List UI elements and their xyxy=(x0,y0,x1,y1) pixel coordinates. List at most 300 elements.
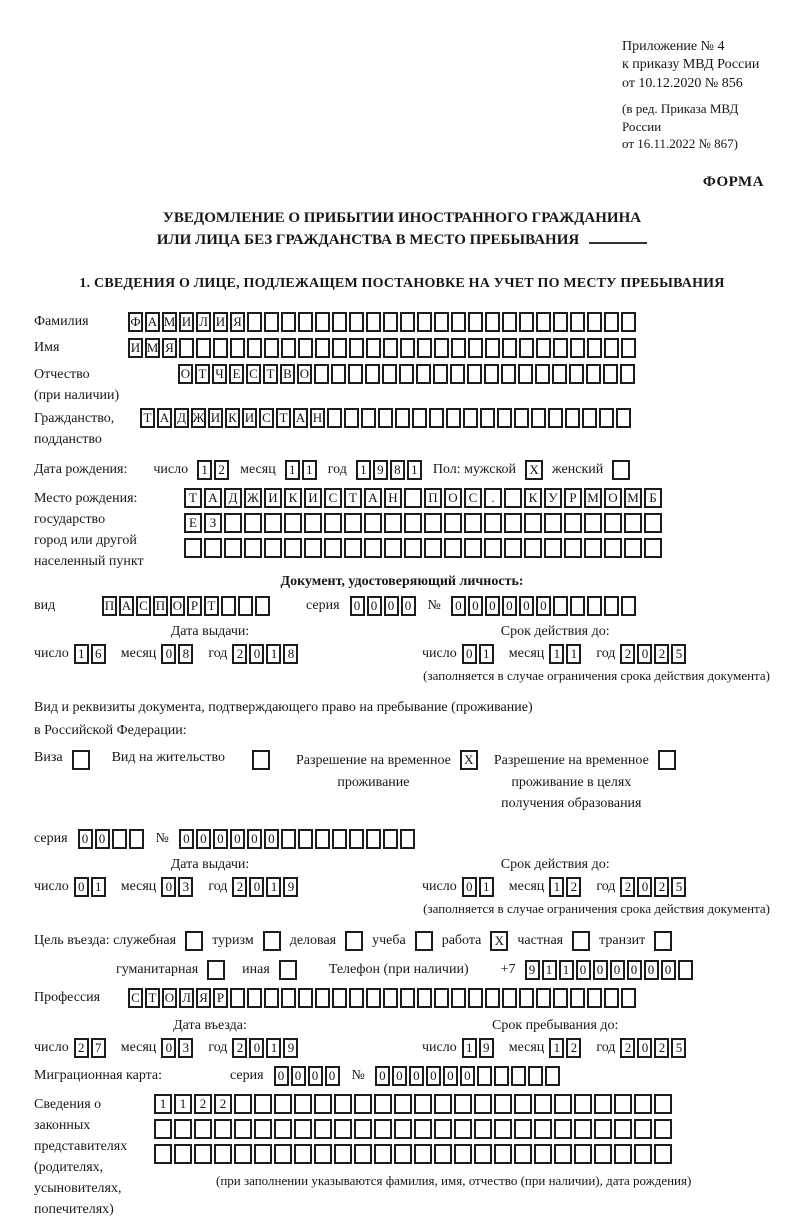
char-cell[interactable] xyxy=(544,513,562,533)
char-cell[interactable] xyxy=(446,408,461,428)
char-cell[interactable]: А xyxy=(364,488,382,508)
char-cell[interactable]: А xyxy=(145,312,160,332)
char-cell[interactable] xyxy=(424,538,442,558)
char-cell[interactable]: Ж xyxy=(244,488,262,508)
char-cell[interactable] xyxy=(324,513,342,533)
char-cell[interactable] xyxy=(604,538,622,558)
char-cell[interactable]: 0 xyxy=(409,1066,424,1086)
char-cell[interactable] xyxy=(417,338,432,358)
char-cell[interactable] xyxy=(400,338,415,358)
char-cell[interactable] xyxy=(324,538,342,558)
char-cell[interactable]: Т xyxy=(140,408,155,428)
char-cell[interactable] xyxy=(247,988,262,1008)
char-cell[interactable] xyxy=(394,1144,412,1164)
char-cell[interactable] xyxy=(587,312,602,332)
char-cell[interactable]: Я xyxy=(162,338,177,358)
char-cell[interactable]: 7 xyxy=(91,1038,106,1058)
char-cell[interactable]: 3 xyxy=(178,877,193,897)
char-cell[interactable]: Д xyxy=(174,408,189,428)
char-cell[interactable] xyxy=(400,312,415,332)
char-cell[interactable] xyxy=(315,312,330,332)
char-cell[interactable]: 1 xyxy=(566,644,581,664)
char-cell[interactable] xyxy=(564,513,582,533)
char-cell[interactable] xyxy=(474,1094,492,1114)
char-cell[interactable] xyxy=(298,829,313,849)
char-cell[interactable] xyxy=(365,364,380,384)
char-cell[interactable] xyxy=(603,364,618,384)
char-cell[interactable] xyxy=(383,988,398,1008)
char-cell[interactable] xyxy=(383,338,398,358)
char-cell[interactable]: 0 xyxy=(230,829,245,849)
char-cell[interactable]: 1 xyxy=(174,1094,192,1114)
purpose-humanitarian-checkbox[interactable] xyxy=(207,960,225,980)
char-cell[interactable]: 0 xyxy=(610,960,625,980)
char-cell[interactable] xyxy=(174,1119,192,1139)
char-cell[interactable] xyxy=(514,1144,532,1164)
char-cell[interactable]: 0 xyxy=(502,596,517,616)
char-cell[interactable] xyxy=(383,312,398,332)
char-cell[interactable] xyxy=(534,1094,552,1114)
char-cell[interactable] xyxy=(294,1094,312,1114)
char-cell[interactable] xyxy=(274,1119,292,1139)
char-cell[interactable]: 1 xyxy=(559,960,574,980)
char-cell[interactable] xyxy=(332,312,347,332)
char-cell[interactable] xyxy=(621,596,636,616)
char-cell[interactable] xyxy=(334,1119,352,1139)
char-cell[interactable] xyxy=(327,408,342,428)
char-cell[interactable] xyxy=(644,538,662,558)
visa-checkbox[interactable] xyxy=(72,750,90,770)
char-cell[interactable] xyxy=(434,988,449,1008)
char-cell[interactable] xyxy=(565,408,580,428)
char-cell[interactable] xyxy=(504,488,522,508)
char-cell[interactable] xyxy=(414,1094,432,1114)
char-cell[interactable]: Е xyxy=(229,364,244,384)
char-cell[interactable]: 1 xyxy=(549,1038,564,1058)
char-cell[interactable] xyxy=(451,988,466,1008)
char-cell[interactable] xyxy=(468,988,483,1008)
char-cell[interactable] xyxy=(654,1094,672,1114)
char-cell[interactable] xyxy=(399,364,414,384)
char-cell[interactable]: 0 xyxy=(264,829,279,849)
char-cell[interactable] xyxy=(224,538,242,558)
char-cell[interactable]: 0 xyxy=(308,1066,323,1086)
char-cell[interactable] xyxy=(484,538,502,558)
char-cell[interactable] xyxy=(414,1144,432,1164)
char-cell[interactable]: Т xyxy=(184,488,202,508)
char-cell[interactable] xyxy=(450,364,465,384)
char-cell[interactable] xyxy=(264,312,279,332)
char-cell[interactable] xyxy=(545,1066,560,1086)
char-cell[interactable] xyxy=(624,538,642,558)
purpose-transit-checkbox[interactable] xyxy=(654,931,672,951)
char-cell[interactable]: Н xyxy=(384,488,402,508)
char-cell[interactable] xyxy=(264,988,279,1008)
char-cell[interactable] xyxy=(332,988,347,1008)
char-cell[interactable] xyxy=(234,1144,252,1164)
char-cell[interactable] xyxy=(334,1144,352,1164)
char-cell[interactable] xyxy=(494,1094,512,1114)
char-cell[interactable] xyxy=(112,829,127,849)
char-cell[interactable]: 0 xyxy=(247,829,262,849)
char-cell[interactable] xyxy=(174,1144,192,1164)
char-cell[interactable] xyxy=(511,1066,526,1086)
char-cell[interactable]: 8 xyxy=(390,460,405,480)
char-cell[interactable]: 9 xyxy=(373,460,388,480)
char-cell[interactable]: 2 xyxy=(654,1038,669,1058)
char-cell[interactable] xyxy=(304,538,322,558)
char-cell[interactable] xyxy=(467,364,482,384)
purpose-study-checkbox[interactable] xyxy=(415,931,433,951)
char-cell[interactable] xyxy=(524,538,542,558)
char-cell[interactable]: 0 xyxy=(485,596,500,616)
char-cell[interactable]: У xyxy=(544,488,562,508)
char-cell[interactable]: 2 xyxy=(566,877,581,897)
char-cell[interactable]: 1 xyxy=(91,877,106,897)
char-cell[interactable]: 0 xyxy=(95,829,110,849)
char-cell[interactable]: 1 xyxy=(197,460,212,480)
char-cell[interactable] xyxy=(494,1119,512,1139)
char-cell[interactable]: 8 xyxy=(178,644,193,664)
char-cell[interactable] xyxy=(474,1144,492,1164)
char-cell[interactable] xyxy=(524,513,542,533)
char-cell[interactable] xyxy=(400,829,415,849)
char-cell[interactable]: 0 xyxy=(249,644,264,664)
char-cell[interactable] xyxy=(214,1119,232,1139)
char-cell[interactable]: А xyxy=(204,488,222,508)
char-cell[interactable] xyxy=(374,1144,392,1164)
char-cell[interactable]: 3 xyxy=(178,1038,193,1058)
char-cell[interactable] xyxy=(284,513,302,533)
char-cell[interactable]: 0 xyxy=(375,1066,390,1086)
char-cell[interactable] xyxy=(604,338,619,358)
char-cell[interactable]: 2 xyxy=(620,1038,635,1058)
char-cell[interactable]: 0 xyxy=(637,1038,652,1058)
char-cell[interactable] xyxy=(536,338,551,358)
char-cell[interactable]: И xyxy=(242,408,257,428)
char-cell[interactable] xyxy=(564,538,582,558)
char-cell[interactable] xyxy=(404,513,422,533)
char-cell[interactable] xyxy=(620,364,635,384)
char-cell[interactable] xyxy=(463,408,478,428)
char-cell[interactable] xyxy=(454,1144,472,1164)
char-cell[interactable]: С xyxy=(136,596,151,616)
char-cell[interactable] xyxy=(434,1094,452,1114)
char-cell[interactable] xyxy=(224,513,242,533)
char-cell[interactable] xyxy=(254,1119,272,1139)
char-cell[interactable] xyxy=(444,538,462,558)
char-cell[interactable] xyxy=(587,596,602,616)
char-cell[interactable] xyxy=(194,1119,212,1139)
char-cell[interactable]: 0 xyxy=(644,960,659,980)
char-cell[interactable] xyxy=(654,1119,672,1139)
char-cell[interactable] xyxy=(349,988,364,1008)
char-cell[interactable] xyxy=(621,312,636,332)
char-cell[interactable] xyxy=(284,538,302,558)
char-cell[interactable]: 1 xyxy=(285,460,300,480)
char-cell[interactable]: О xyxy=(162,988,177,1008)
char-cell[interactable] xyxy=(518,364,533,384)
char-cell[interactable] xyxy=(298,312,313,332)
char-cell[interactable]: 0 xyxy=(367,596,382,616)
char-cell[interactable] xyxy=(384,538,402,558)
char-cell[interactable] xyxy=(395,408,410,428)
char-cell[interactable]: 0 xyxy=(536,596,551,616)
char-cell[interactable] xyxy=(604,988,619,1008)
char-cell[interactable] xyxy=(294,1144,312,1164)
char-cell[interactable]: Д xyxy=(224,488,242,508)
char-cell[interactable]: 0 xyxy=(462,877,477,897)
char-cell[interactable] xyxy=(474,1119,492,1139)
char-cell[interactable]: 0 xyxy=(384,596,399,616)
char-cell[interactable] xyxy=(154,1119,172,1139)
char-cell[interactable] xyxy=(304,513,322,533)
char-cell[interactable] xyxy=(364,538,382,558)
char-cell[interactable]: Ж xyxy=(191,408,206,428)
char-cell[interactable] xyxy=(315,988,330,1008)
char-cell[interactable] xyxy=(354,1119,372,1139)
char-cell[interactable]: 0 xyxy=(161,644,176,664)
char-cell[interactable]: 1 xyxy=(549,877,564,897)
char-cell[interactable] xyxy=(621,988,636,1008)
char-cell[interactable] xyxy=(434,338,449,358)
char-cell[interactable]: 0 xyxy=(196,829,211,849)
char-cell[interactable] xyxy=(678,960,693,980)
char-cell[interactable] xyxy=(477,1066,492,1086)
char-cell[interactable] xyxy=(485,988,500,1008)
char-cell[interactable]: 1 xyxy=(154,1094,172,1114)
char-cell[interactable]: Т xyxy=(344,488,362,508)
char-cell[interactable] xyxy=(514,408,529,428)
char-cell[interactable]: А xyxy=(157,408,172,428)
char-cell[interactable] xyxy=(614,1144,632,1164)
sex-female-checkbox[interactable] xyxy=(612,460,630,480)
char-cell[interactable] xyxy=(234,1119,252,1139)
char-cell[interactable]: П xyxy=(153,596,168,616)
char-cell[interactable] xyxy=(468,312,483,332)
char-cell[interactable]: 1 xyxy=(462,1038,477,1058)
char-cell[interactable] xyxy=(464,513,482,533)
char-cell[interactable] xyxy=(238,596,253,616)
char-cell[interactable] xyxy=(554,1094,572,1114)
char-cell[interactable] xyxy=(244,538,262,558)
char-cell[interactable] xyxy=(586,364,601,384)
char-cell[interactable] xyxy=(416,364,431,384)
char-cell[interactable] xyxy=(230,338,245,358)
char-cell[interactable] xyxy=(214,1144,232,1164)
char-cell[interactable] xyxy=(570,312,585,332)
char-cell[interactable]: П xyxy=(102,596,117,616)
char-cell[interactable] xyxy=(281,988,296,1008)
char-cell[interactable]: 2 xyxy=(232,644,247,664)
char-cell[interactable]: 1 xyxy=(542,960,557,980)
char-cell[interactable]: 0 xyxy=(78,829,93,849)
char-cell[interactable] xyxy=(604,312,619,332)
char-cell[interactable] xyxy=(604,596,619,616)
char-cell[interactable]: Ч xyxy=(212,364,227,384)
char-cell[interactable] xyxy=(255,596,270,616)
purpose-private-checkbox[interactable] xyxy=(572,931,590,951)
purpose-business-checkbox[interactable] xyxy=(345,931,363,951)
char-cell[interactable] xyxy=(584,513,602,533)
char-cell[interactable]: 0 xyxy=(661,960,676,980)
char-cell[interactable]: 0 xyxy=(392,1066,407,1086)
char-cell[interactable]: 0 xyxy=(637,877,652,897)
char-cell[interactable]: 2 xyxy=(232,877,247,897)
char-cell[interactable] xyxy=(384,513,402,533)
char-cell[interactable]: 0 xyxy=(325,1066,340,1086)
char-cell[interactable] xyxy=(554,1119,572,1139)
char-cell[interactable] xyxy=(374,1119,392,1139)
purpose-tourism-checkbox[interactable] xyxy=(263,931,281,951)
char-cell[interactable]: 9 xyxy=(283,1038,298,1058)
char-cell[interactable] xyxy=(179,338,194,358)
char-cell[interactable] xyxy=(213,338,228,358)
char-cell[interactable] xyxy=(531,408,546,428)
char-cell[interactable]: И xyxy=(208,408,223,428)
char-cell[interactable]: 0 xyxy=(249,877,264,897)
char-cell[interactable]: О xyxy=(604,488,622,508)
char-cell[interactable] xyxy=(599,408,614,428)
char-cell[interactable] xyxy=(614,1119,632,1139)
char-cell[interactable]: И xyxy=(128,338,143,358)
char-cell[interactable] xyxy=(536,312,551,332)
char-cell[interactable] xyxy=(314,1144,332,1164)
char-cell[interactable]: Р xyxy=(213,988,228,1008)
char-cell[interactable]: 0 xyxy=(213,829,228,849)
char-cell[interactable] xyxy=(548,408,563,428)
char-cell[interactable]: 0 xyxy=(462,644,477,664)
char-cell[interactable] xyxy=(344,538,362,558)
char-cell[interactable] xyxy=(434,312,449,332)
char-cell[interactable] xyxy=(417,312,432,332)
char-cell[interactable] xyxy=(244,513,262,533)
char-cell[interactable] xyxy=(553,312,568,332)
char-cell[interactable] xyxy=(535,364,550,384)
char-cell[interactable]: 0 xyxy=(161,1038,176,1058)
char-cell[interactable] xyxy=(332,338,347,358)
char-cell[interactable] xyxy=(404,538,422,558)
char-cell[interactable] xyxy=(444,513,462,533)
char-cell[interactable]: О xyxy=(444,488,462,508)
char-cell[interactable] xyxy=(366,312,381,332)
char-cell[interactable]: М xyxy=(584,488,602,508)
char-cell[interactable] xyxy=(382,364,397,384)
char-cell[interactable]: 0 xyxy=(274,1066,289,1086)
char-cell[interactable] xyxy=(361,408,376,428)
char-cell[interactable]: 1 xyxy=(479,877,494,897)
char-cell[interactable] xyxy=(349,829,364,849)
char-cell[interactable]: 0 xyxy=(451,596,466,616)
char-cell[interactable]: 9 xyxy=(283,877,298,897)
char-cell[interactable] xyxy=(204,538,222,558)
char-cell[interactable] xyxy=(553,596,568,616)
char-cell[interactable]: И xyxy=(179,312,194,332)
char-cell[interactable]: 2 xyxy=(74,1038,89,1058)
char-cell[interactable] xyxy=(504,538,522,558)
char-cell[interactable] xyxy=(254,1094,272,1114)
char-cell[interactable] xyxy=(154,1144,172,1164)
char-cell[interactable]: И xyxy=(213,312,228,332)
char-cell[interactable]: 0 xyxy=(161,877,176,897)
char-cell[interactable]: 1 xyxy=(302,460,317,480)
char-cell[interactable] xyxy=(553,988,568,1008)
char-cell[interactable] xyxy=(400,988,415,1008)
char-cell[interactable]: С xyxy=(464,488,482,508)
char-cell[interactable]: 0 xyxy=(468,596,483,616)
char-cell[interactable] xyxy=(196,338,211,358)
char-cell[interactable]: 1 xyxy=(266,644,281,664)
purpose-official-checkbox[interactable] xyxy=(185,931,203,951)
char-cell[interactable] xyxy=(334,1094,352,1114)
char-cell[interactable] xyxy=(394,1119,412,1139)
char-cell[interactable] xyxy=(374,1094,392,1114)
char-cell[interactable]: А xyxy=(119,596,134,616)
char-cell[interactable] xyxy=(594,1094,612,1114)
char-cell[interactable] xyxy=(594,1119,612,1139)
char-cell[interactable] xyxy=(574,1144,592,1164)
char-cell[interactable] xyxy=(485,312,500,332)
char-cell[interactable] xyxy=(281,829,296,849)
char-cell[interactable] xyxy=(274,1094,292,1114)
char-cell[interactable]: 0 xyxy=(179,829,194,849)
char-cell[interactable]: 1 xyxy=(74,644,89,664)
char-cell[interactable] xyxy=(570,338,585,358)
char-cell[interactable]: И xyxy=(264,488,282,508)
char-cell[interactable] xyxy=(553,338,568,358)
char-cell[interactable] xyxy=(424,513,442,533)
char-cell[interactable] xyxy=(366,829,381,849)
char-cell[interactable] xyxy=(349,338,364,358)
char-cell[interactable]: 1 xyxy=(266,1038,281,1058)
char-cell[interactable]: 8 xyxy=(283,644,298,664)
char-cell[interactable]: 2 xyxy=(214,1094,232,1114)
sex-male-checkbox[interactable]: X xyxy=(525,460,543,480)
char-cell[interactable] xyxy=(614,1094,632,1114)
char-cell[interactable]: Я xyxy=(196,988,211,1008)
char-cell[interactable] xyxy=(484,513,502,533)
char-cell[interactable] xyxy=(234,1094,252,1114)
char-cell[interactable] xyxy=(129,829,144,849)
char-cell[interactable]: 1 xyxy=(549,644,564,664)
char-cell[interactable]: 2 xyxy=(654,877,669,897)
char-cell[interactable] xyxy=(644,513,662,533)
char-cell[interactable]: Т xyxy=(145,988,160,1008)
char-cell[interactable]: С xyxy=(259,408,274,428)
char-cell[interactable] xyxy=(514,1119,532,1139)
char-cell[interactable] xyxy=(654,1144,672,1164)
char-cell[interactable] xyxy=(634,1119,652,1139)
char-cell[interactable]: 0 xyxy=(74,877,89,897)
char-cell[interactable]: 0 xyxy=(637,644,652,664)
char-cell[interactable] xyxy=(468,338,483,358)
char-cell[interactable]: К xyxy=(284,488,302,508)
char-cell[interactable] xyxy=(621,338,636,358)
char-cell[interactable] xyxy=(344,513,362,533)
char-cell[interactable] xyxy=(552,364,567,384)
char-cell[interactable]: 1 xyxy=(266,877,281,897)
char-cell[interactable]: С xyxy=(324,488,342,508)
char-cell[interactable] xyxy=(417,988,432,1008)
char-cell[interactable]: К xyxy=(524,488,542,508)
char-cell[interactable] xyxy=(298,988,313,1008)
char-cell[interactable] xyxy=(298,338,313,358)
char-cell[interactable] xyxy=(348,364,363,384)
char-cell[interactable] xyxy=(314,364,329,384)
char-cell[interactable] xyxy=(494,1144,512,1164)
char-cell[interactable]: 1 xyxy=(479,644,494,664)
char-cell[interactable]: З xyxy=(204,513,222,533)
